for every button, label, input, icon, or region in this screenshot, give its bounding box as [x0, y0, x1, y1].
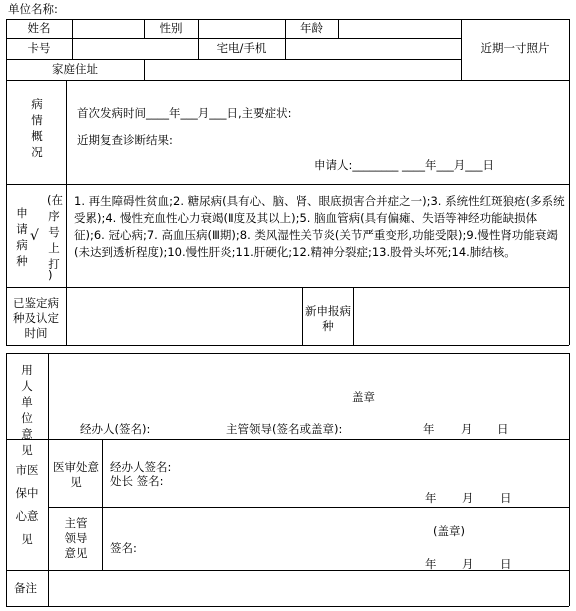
- card-no-field[interactable]: [73, 39, 197, 58]
- employer-seal-label: 盖章: [352, 390, 375, 404]
- leader-year: 年: [425, 557, 437, 571]
- identified-label: 已鉴定病种及认定时间: [13, 296, 59, 340]
- condition-side-label: 病情概况: [31, 97, 43, 159]
- table1-right-border: [569, 19, 570, 345]
- leader-day: 日: [500, 557, 512, 571]
- employer-day: 日: [497, 422, 509, 436]
- mark-hint-end: ): [48, 268, 53, 282]
- audit-day: 日: [500, 491, 512, 505]
- name-field[interactable]: [73, 20, 143, 37]
- employer-handler-label: 经办人(签名):: [80, 422, 151, 436]
- photo-label: 近期一寸照片: [480, 41, 550, 55]
- table2-right-border: [569, 353, 570, 606]
- leader-seal-label: (盖章): [433, 524, 465, 538]
- address-label: 家庭住址: [52, 62, 98, 76]
- leader-month: 月: [462, 557, 474, 571]
- audit-month: 月: [462, 491, 474, 505]
- audit-year: 年: [425, 491, 437, 505]
- remarks-label: 备注: [14, 581, 37, 595]
- first-onset-line: 首次发病时间____年___月___日,主要症状:: [77, 106, 292, 120]
- audit-director-sign: 处长 签名:: [110, 474, 164, 488]
- leader-label: 主管领导意见: [64, 516, 88, 560]
- disease-list: 1. 再生障碍性贫血;2. 糖尿病(具有心、脑、肾、眼底损害合并症之一);3. 系统性红斑狼疮(多系统受累);4. 慢性充血性心力衰竭(Ⅱ度及其以上);5. 脑血管病(具有偏瘫、失语等神经功能缺损体征);6. 冠心病;7. 高血压病(Ⅲ期);8. 类风湿性关节炎(关节严重变形,功能受限);9.慢性肾功能衰竭(未达到透析程度);10.慢性肝炎;11.肝硬化;12.精神分裂症;13.股骨头坏死;14.肺结核。: [74, 194, 565, 259]
- applicant-line: 申请人:________ ____年___月___日: [314, 158, 495, 172]
- address-field[interactable]: [145, 60, 460, 79]
- age-field[interactable]: [339, 20, 460, 37]
- new-disease-field[interactable]: [354, 288, 568, 344]
- remarks-field[interactable]: [49, 571, 568, 605]
- audit-handler-sign: 经办人签名:: [110, 460, 172, 474]
- disease-side-label: 申请病种: [16, 206, 28, 268]
- identified-field[interactable]: [67, 288, 301, 344]
- table2-left-border: [6, 353, 7, 606]
- table1-bottom-border: [6, 345, 569, 346]
- name-label: 姓名: [27, 21, 51, 35]
- employer-year: 年: [423, 422, 435, 436]
- audit-label: 医审处意见: [53, 460, 99, 489]
- table2-bottom-border: [6, 606, 569, 607]
- new-disease-label: 新申报病种: [305, 304, 351, 333]
- gender-field[interactable]: [199, 20, 284, 37]
- employer-month: 月: [461, 422, 473, 436]
- unit-name-label: 单位名称:: [8, 2, 58, 16]
- age-label: 年龄: [300, 21, 323, 35]
- phone-label: 宅电/手机: [216, 41, 267, 55]
- leader-sign-label: 签名:: [110, 541, 137, 555]
- check-icon: √: [30, 228, 39, 244]
- employer-side-label: 用人单位意见: [21, 363, 33, 457]
- gender-label: 性别: [159, 21, 183, 35]
- table2-top-border: [6, 353, 569, 354]
- card-no-label: 卡号: [27, 41, 51, 55]
- recent-diagnosis-label: 近期复查诊断结果:: [77, 133, 173, 147]
- phone-field[interactable]: [286, 39, 460, 58]
- city-center-side-label: 市医保中心意见: [15, 463, 39, 546]
- employer-leader-label: 主管领导(签名或盖章):: [226, 422, 343, 436]
- mark-hint: (在序号上打: [47, 193, 63, 271]
